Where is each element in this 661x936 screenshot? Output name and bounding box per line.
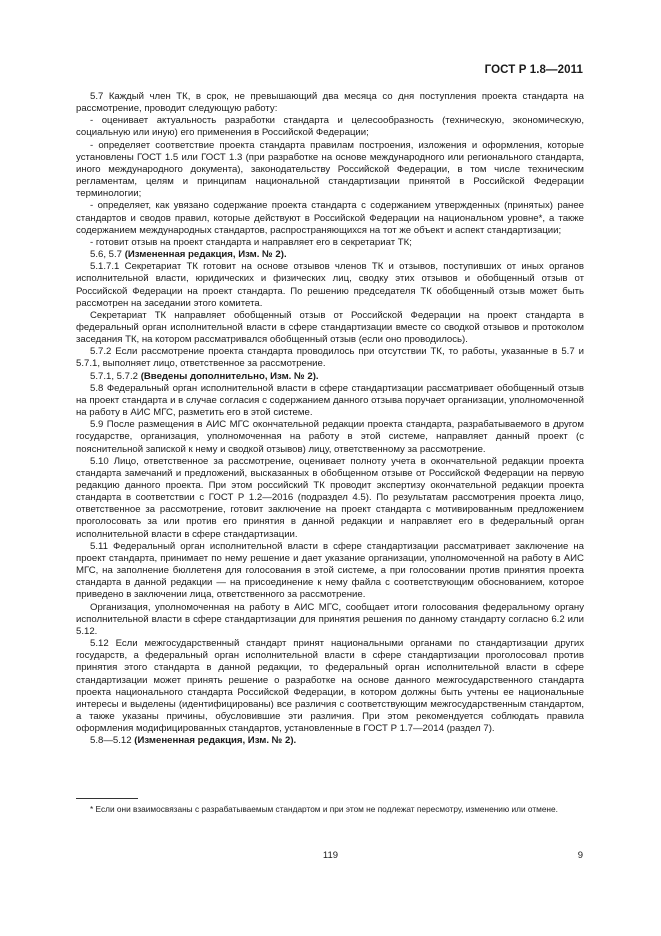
paragraph: Организация, уполномоченная на работу в АИС МГС, сообщает итоги голосования федеральному органу исполнительной власти в сфере стандартизации для принятия решения по данному стандарту согласно 6.2 или 5.12. <box>76 601 584 637</box>
footnote-text: * Если они взаимосвязаны с разрабатываемым стандартом и при этом не подлежат пересмотру, изменению или отмене. <box>90 804 558 814</box>
footnote <box>76 804 584 815</box>
amendment-text: (Измененная редакция, Изм. № 2). <box>124 249 287 261</box>
amendment-ref: 5.6, 5.7 <box>90 249 123 261</box>
amendment-text: (Введены дополнительно, Изм. № 2). <box>140 370 319 382</box>
paragraph: 5.1.7.1 Секретариат ТК готовит на основе отзывов членов ТК и отзывов, поступивших от иных органов исполнительной власти, юридических и физических лиц, сводку этих отзывов и обобщенный отзыв от Российской Федерации на проект стандарта. По решению председателя ТК обобщенный отзыв может быть рассмотрен на заседании этого комитета. <box>76 261 584 309</box>
paragraph: 5.12 Если межгосударственный стандарт принят национальными органами по стандартизации других государств, а федеральный орган исполнительной власти в сфере стандартизации проголосовал против принятия этого стандарта в данной редакции, то федеральный орган исполнительной власти в сфере стандартизации может принять решение о разработке на основе данного межгосударственного стандарта проекта национального стандарта Российской Федерации, в котором должны быть учтены ее национальные интересы и выделены (идентифицированы) все различия с соответствующим межгосударственным стандартом, а также указаны причины, обусловившие эти различия. При этом рекомендуется соблюдать правила оформления модифицированных стандартов, установленные в ГОСТ Р 1.7—2014 (раздел 7). <box>76 638 584 735</box>
paragraph: 5.10 Лицо, ответственное за рассмотрение, оценивает полноту учета в окончательной редакции проекта стандарта замечаний и предложений, высказанных в обобщенном отзыве от Российской Федерации на первую редакцию данного проекта. При этом российский ТК проводит экспертизу окончательной редакции проекта стандарта в соответствии с ГОСТ Р 1.2—2016 (подраздел 4.5). По результатам рассмотрения проекта лицо, ответственное за рассмотрение, готовит заключение на проект стандарта с мотивированным предложением проголосовать за или против его принятия в данной редакции и направляет его в федеральный орган исполнительной власти в сфере стандартизации. <box>76 455 584 540</box>
document-body <box>76 91 584 747</box>
standard-header: ГОСТ Р 1.8—2011 <box>484 64 583 76</box>
page-number-center: 119 <box>322 850 339 861</box>
paragraph: 5.11 Федеральный орган исполнительной власти в сфере стандартизации рассматривает заключение на проект стандарта, принимает по нему решение и дает указание организации, уполномоченной на работу в АИС МГС, на заполнение бюллетеня для голосования в этой системе, а при голосовании против принятия проекта стандарта в данной редакции — на присоединение к нему файла с соответствующим обоснованием, которое приведено в заключении лица, ответственного за рассмотрение. <box>76 540 584 601</box>
amendment-note <box>76 249 584 261</box>
amendment-note <box>76 735 584 747</box>
amendment-ref: 5.8—5.12 <box>90 735 132 747</box>
paragraph: 5.7.2 Если рассмотрение проекта стандарта проводилось при отсутствии ТК, то работы, указанные в 5.7 и 5.7.1, выполняет лицо, ответственное за рассмотрение. <box>76 346 584 370</box>
page-number-right: 9 <box>577 850 583 861</box>
paragraph: 5.9 После размещения в АИС МГС окончательной редакции проекта стандарта, разрабатываемого в другом государстве, организация, уполномоченная на работу в этой системе, направляет данный проект (с пояснительной запиской к нему и сводкой отзывов) лицу, ответственному за рассмотрение. <box>76 419 584 455</box>
paragraph: - оценивает актуальность разработки стандарта и целесообразность (техническую, экономическую, социальную или иную) его применения в Российской Федерации; <box>76 115 584 139</box>
amendment-text: (Измененная редакция, Изм. № 2). <box>134 735 297 747</box>
paragraph: Секретариат ТК направляет обобщенный отзыв от Российской Федерации на проект стандарта в федеральный орган исполнительной власти в сфере стандартизации вместе со сводкой отзывов и протоколом заседания ТК, на котором рассматривался обобщенный отзыв (если оно проводилось). <box>76 309 584 346</box>
amendment-note <box>76 371 584 383</box>
paragraph: - определяет, как увязано содержание проекта стандарта с содержанием утвержденных (принятых) ранее стандартов и сводов правил, которые действуют в Российской Федерации на национальном уровне*, а также содержанием международных стандартов, распространяющихся на тот же объект и аспект стандартизации; <box>76 200 584 236</box>
paragraph: - определяет соответствие проекта стандарта правилам построения, изложения и оформления, которые установлены ГОСТ 1.5 или ГОСТ 1.3 (при разработке на основе международного или регионального стандарта, иного международного документа), законодательству Российской Федерации, в том числе техническим регламентам, целям и принципам национальной стандартизации принятой в Российской Федерации терминологии; <box>76 139 584 200</box>
footnote-divider <box>76 798 138 799</box>
paragraph: - готовит отзыв на проект стандарта и направляет его в секретариат ТК; <box>90 236 412 248</box>
paragraph: 5.7 Каждый член ТК, в срок, не превышающий два месяца со дня поступления проекта стандарта на рассмотрение, проводит следующую работу: <box>76 91 584 115</box>
paragraph: 5.8 Федеральный орган исполнительной власти в сфере стандартизации рассматривает обобщенный отзыв на проект стандарта и в случае согласия с содержанием данного отзыва поручает организации, уполномоченной на работу в АИС МГС, разметить его в этой системе. <box>76 382 584 419</box>
amendment-ref: 5.7.1, 5.7.2 <box>90 370 139 382</box>
